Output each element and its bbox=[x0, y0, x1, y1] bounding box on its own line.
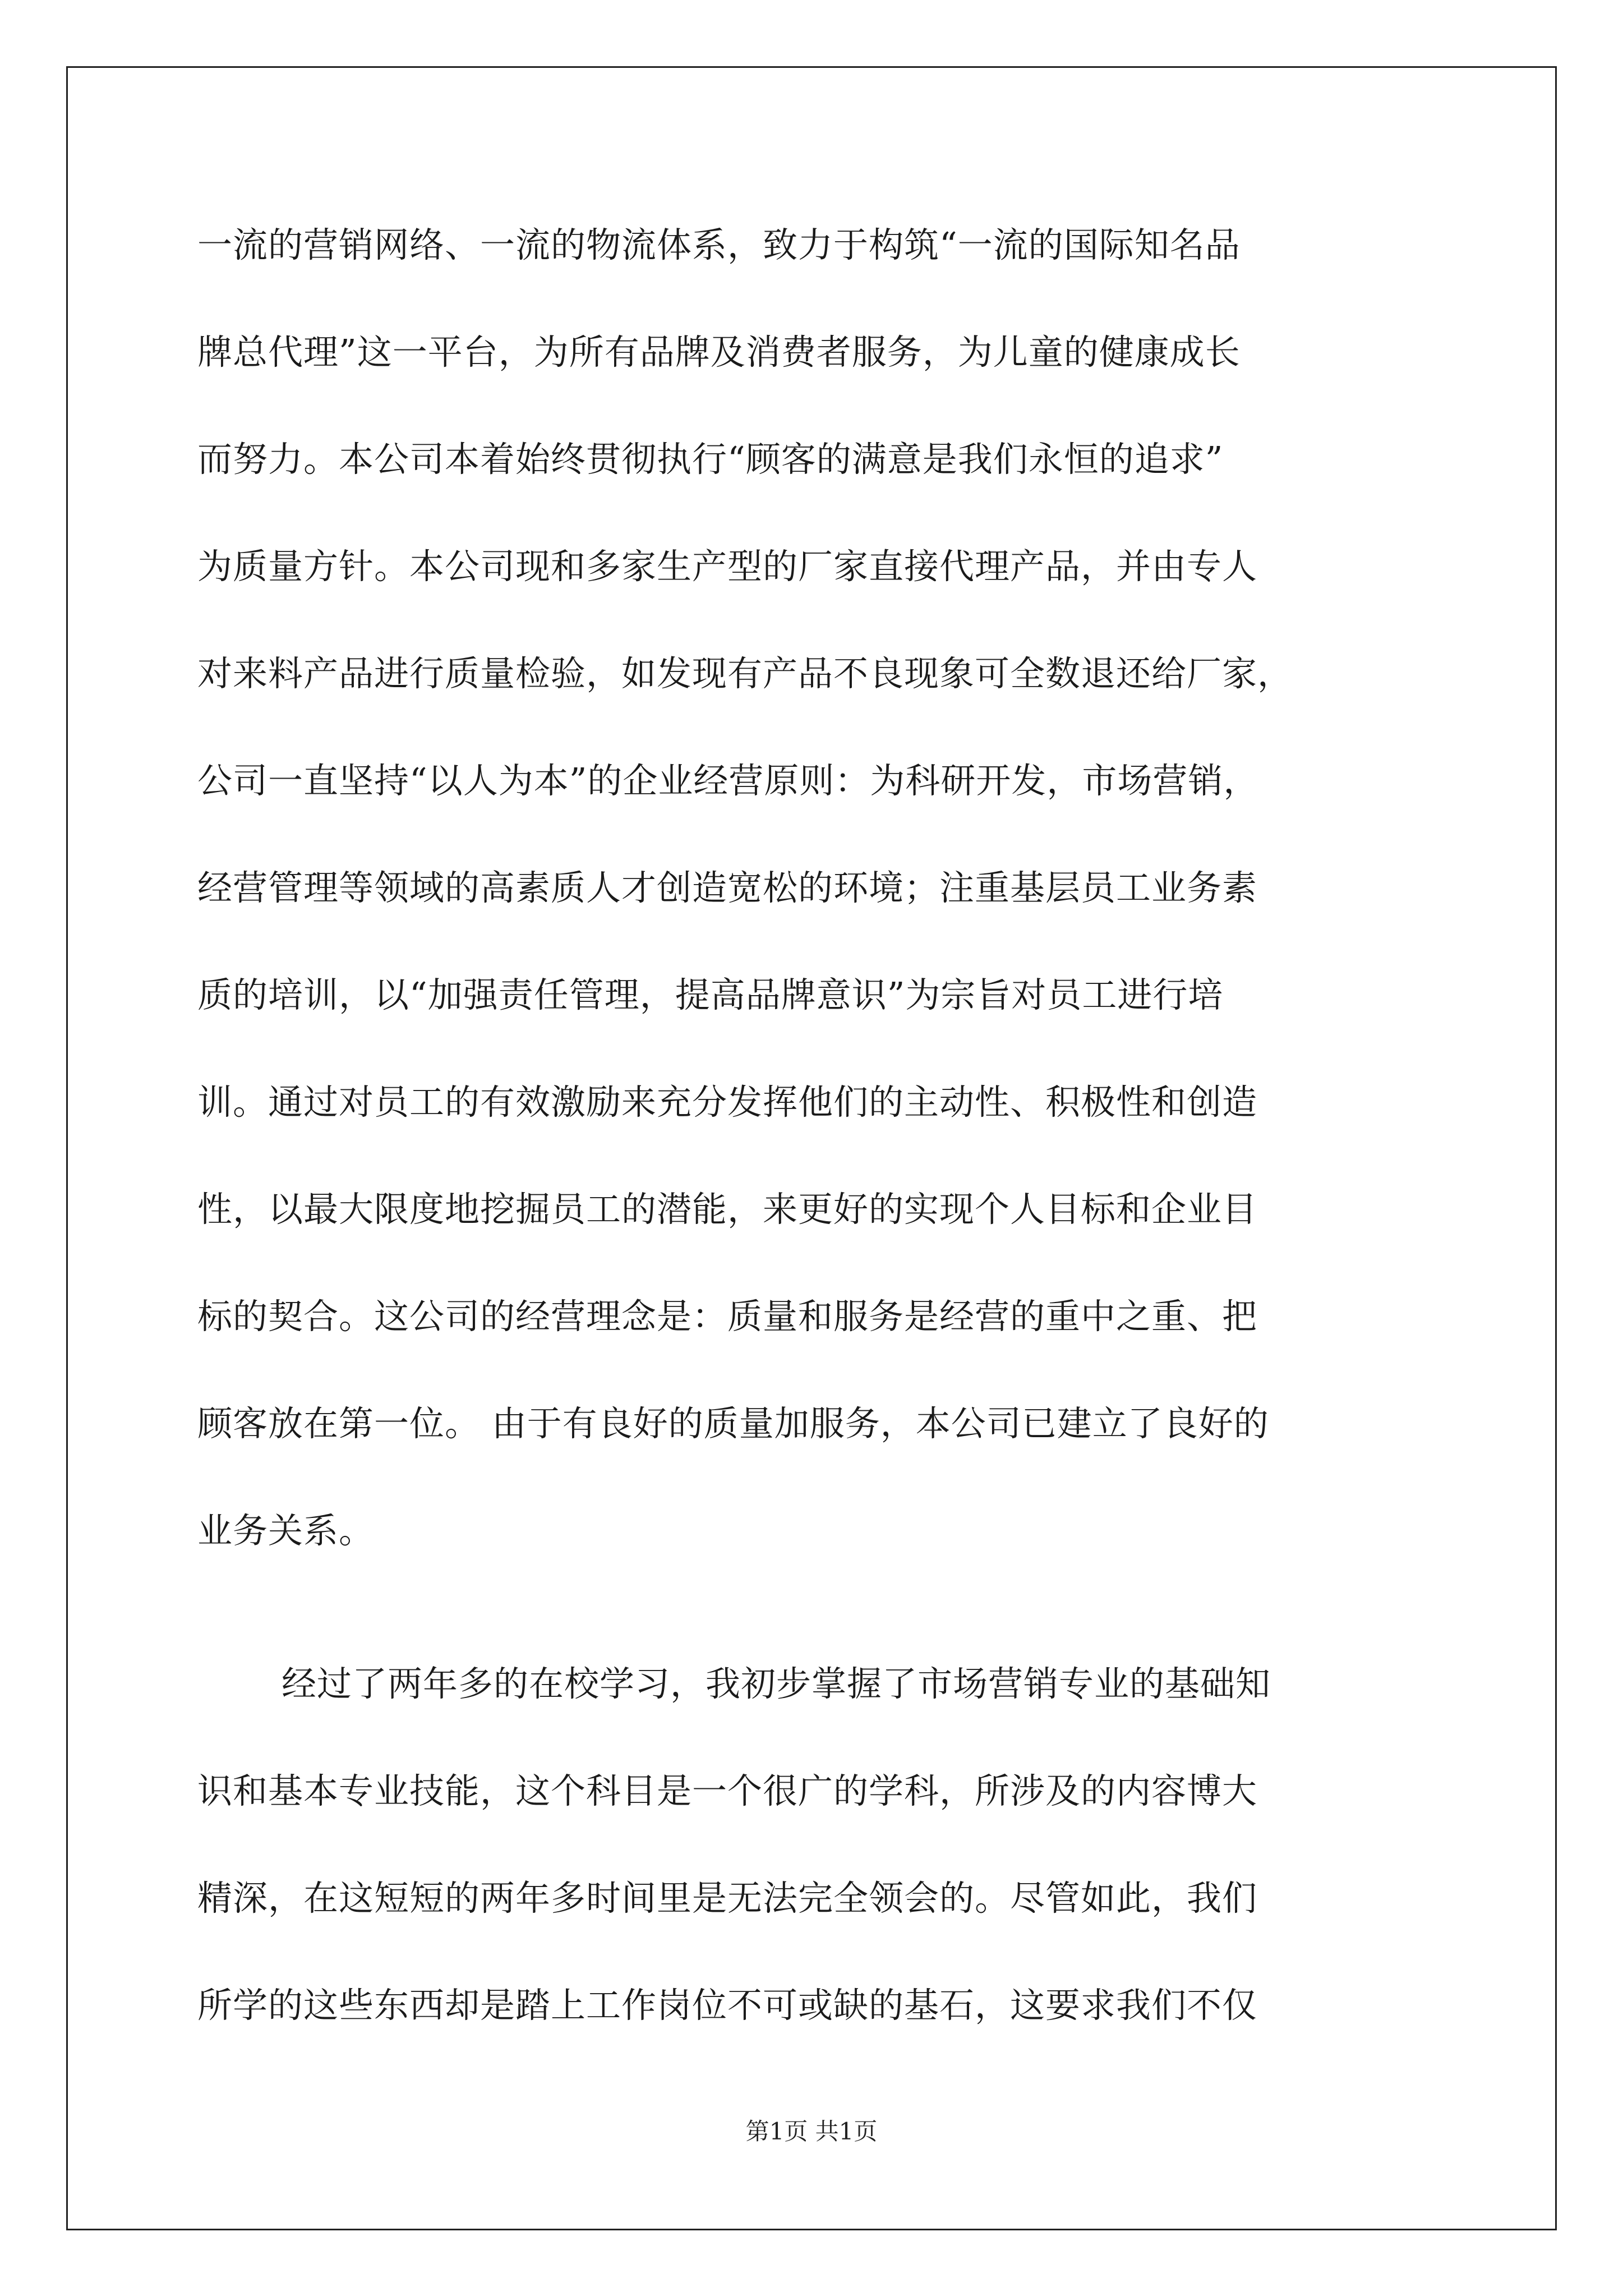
text-line: 质的培训，以“加强责任管理，提高品牌意识”为宗旨对员工进行培 bbox=[197, 974, 1224, 1015]
text-line: 标的契合。这公司的经营理念是：质量和服务是经营的重中之重、把 bbox=[197, 1296, 1258, 1337]
document-body bbox=[197, 210, 1431, 2078]
text-line: 识和基本专业技能，这个科目是一个很广的学科，所涉及的内容博大 bbox=[197, 1770, 1258, 1811]
text-line: 公司一直坚持“以人为本”的企业经营原则：为科研开发，市场营销， bbox=[197, 760, 1259, 801]
text-line: 对来料产品进行质量检验，如发现有产品不良现象可全数退还给厂家， bbox=[197, 653, 1293, 694]
text-line: 训。通过对员工的有效激励来充分发挥他们的主动性、积极性和创造 bbox=[197, 1082, 1258, 1122]
text-line: 业务关系。 bbox=[197, 1510, 375, 1551]
text-line: 一流的营销网络、一流的物流体系，致力于构筑“一流的国际知名品 bbox=[197, 224, 1241, 265]
text-line: 为质量方针。本公司现和多家生产型的厂家直接代理产品，并由专人 bbox=[197, 546, 1258, 587]
text-line: 所学的这些东西却是踏上工作岗位不可或缺的基石，这要求我们不仅 bbox=[197, 1985, 1258, 2026]
text-line: 而努力。本公司本着始终贯彻执行“顾客的满意是我们永恒的追求” bbox=[197, 439, 1224, 480]
text-line: 经营管理等领域的高素质人才创造宽松的环境；注重基层员工业务素 bbox=[197, 867, 1258, 908]
page-number-footer: 第1页 共1页 bbox=[745, 2118, 878, 2145]
text-line: 顾客放在第一位。 由于有良好的质量加服务，本公司已建立了良好的 bbox=[197, 1403, 1269, 1444]
text-line: 牌总代理”这一平台，为所有品牌及消费者服务，为儿童的健康成长 bbox=[197, 332, 1241, 372]
text-line: 性，以最大限度地挖掘员工的潜能，来更好的实现个人目标和企业目 bbox=[197, 1189, 1258, 1230]
paragraph-first-line: 经过了两年多的在校学习，我初步掌握了市场营销专业的基础知 bbox=[282, 1663, 1271, 1704]
text-line: 精深，在这短短的两年多时间里是无法完全领会的。尽管如此，我们 bbox=[197, 1878, 1258, 1918]
